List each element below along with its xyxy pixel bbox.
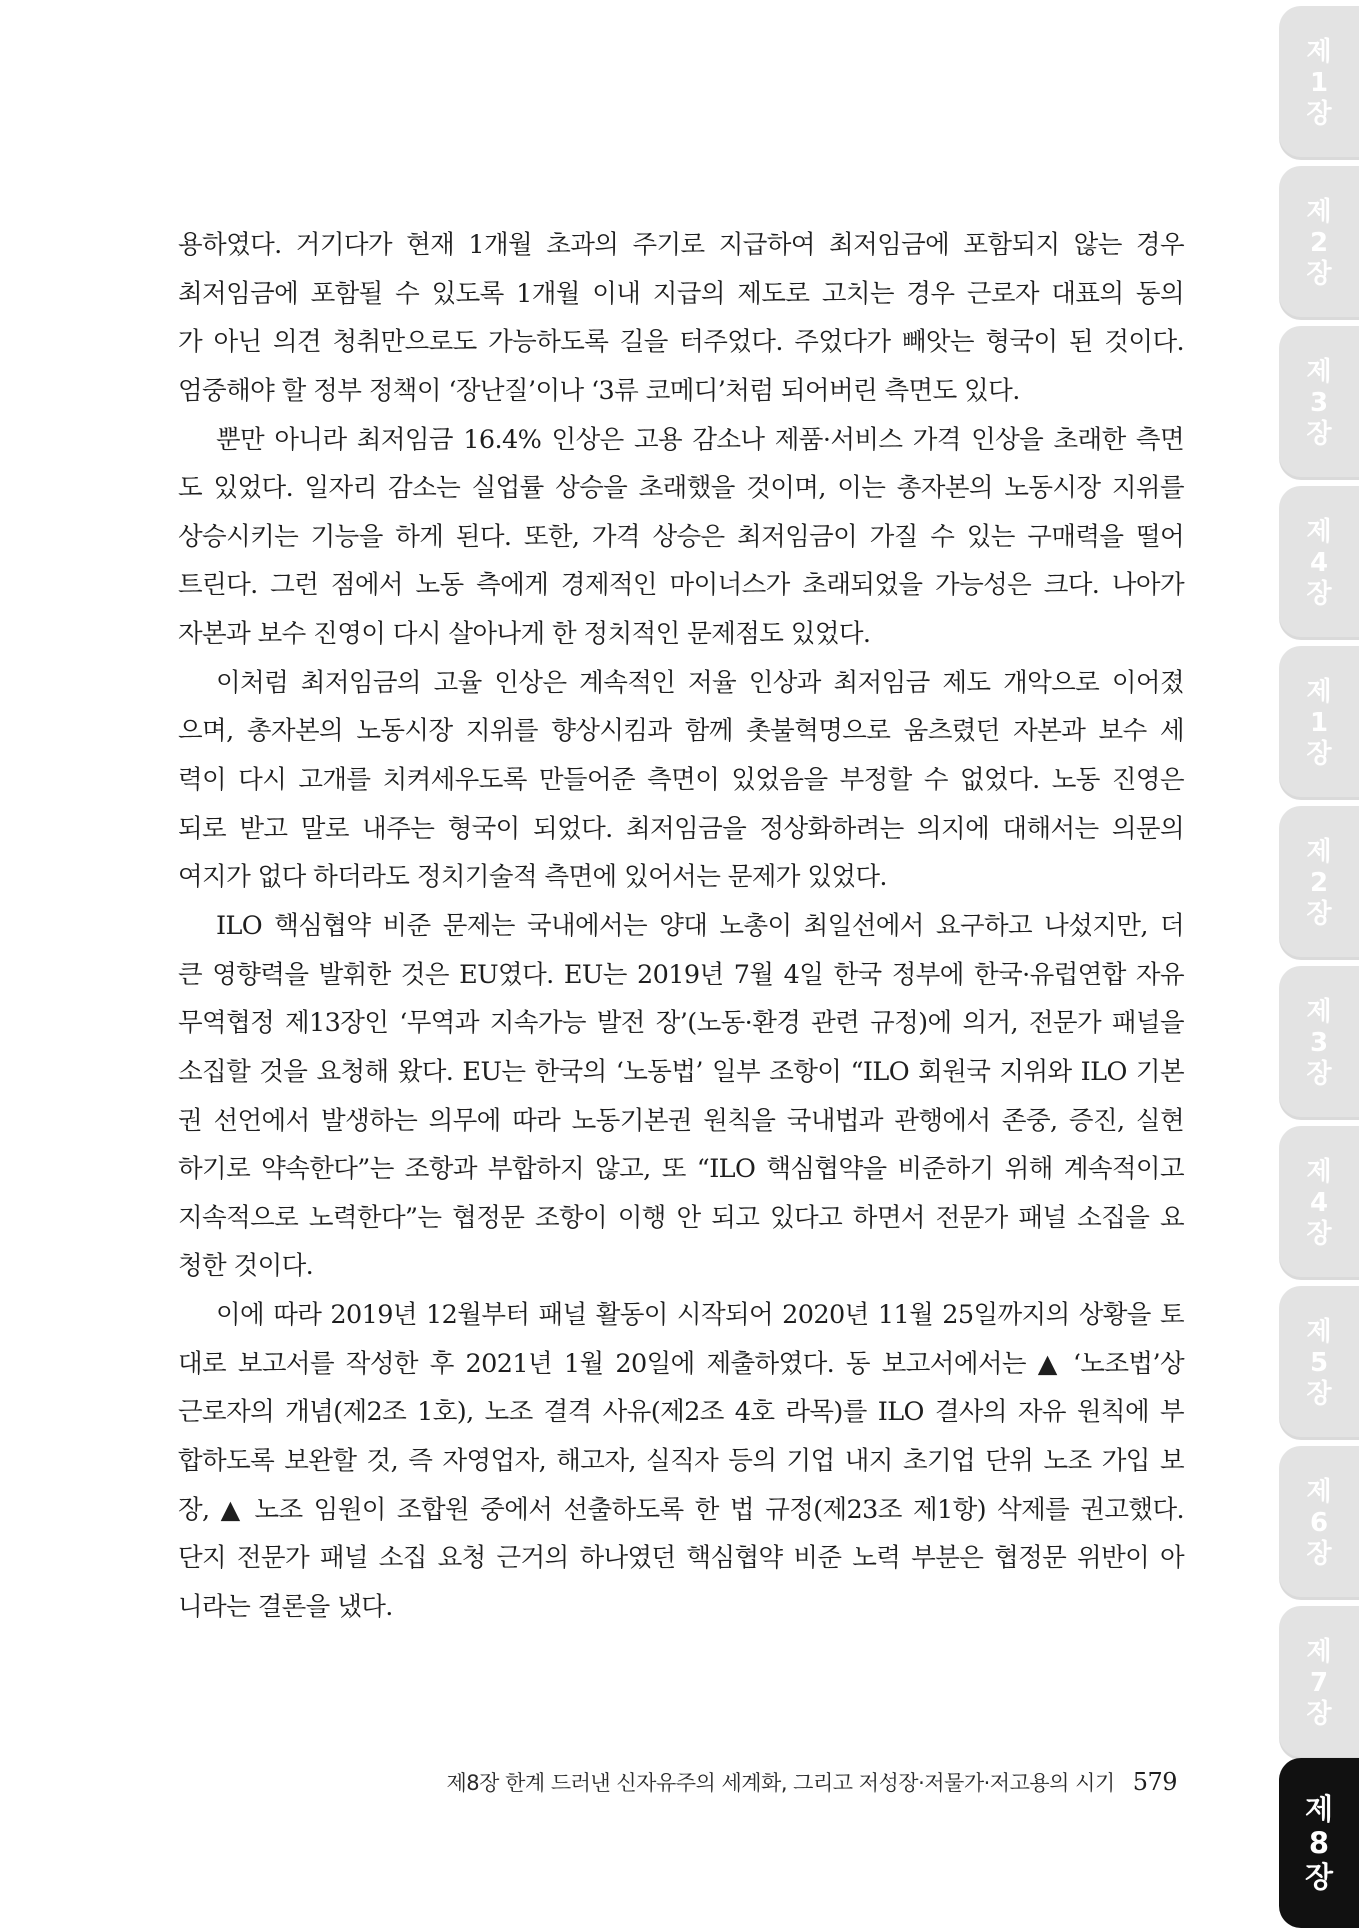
chapter-tab-prefix: 제 xyxy=(1306,516,1332,547)
chapter-title: 제8장 한계 드러낸 신자유주의 세계화, 그리고 저성장·저물가·저고용의 시기 xyxy=(446,1771,1115,1795)
paragraph xyxy=(178,1291,1184,1631)
text-line: 용하였다. 거기다가 현재 1개월 초과의 주기로 지급하여 최저임금에 포함되지 않는 경우 xyxy=(178,230,1184,260)
text-line: 근로자의 개념(제2조 1호), 노조 결격 사유(제2조 4호 라목)를 ILO 결사의 자유 원칙에 부 xyxy=(178,1397,1184,1428)
chapter-tab-num: 4 xyxy=(1309,1187,1329,1218)
chapter-tab-prefix: 제 xyxy=(1306,36,1332,67)
chapter-tab-prefix: 제 xyxy=(1306,676,1332,707)
text-line: 하기로 약속한다”는 조항과 부합하지 않고, 또 “ILO 핵심협약을 비준하기 위해 계속적이고 xyxy=(178,1154,1184,1185)
chapter-tab-num: 6 xyxy=(1309,1507,1329,1538)
chapter-tab-4[interactable] xyxy=(1279,486,1359,640)
text-line: ILO 핵심협약 비준 문제는 국내에서는 양대 노총이 최일선에서 요구하고 나섰지만, 더 xyxy=(216,910,1184,941)
page-number: 579 xyxy=(1132,1768,1177,1796)
chapter-tab-num: 5 xyxy=(1309,1347,1329,1378)
text-line: 도 있었다. 일자리 감소는 실업률 상승을 초래했을 것이며, 이는 총자본의 노동시장 지위를 xyxy=(178,473,1184,504)
chapter-tab-num: 8 xyxy=(1308,1826,1330,1860)
running-footer xyxy=(446,1767,1177,1797)
paragraph xyxy=(178,416,1184,659)
chapter-tab-prefix: 제 xyxy=(1306,1316,1332,1347)
text-line: 대로 보고서를 작성한 후 2021년 1월 20일에 제출하였다. 동 보고서에서는 ▲ ‘노조법’상 xyxy=(178,1348,1184,1379)
paragraph xyxy=(178,659,1184,902)
chapter-tab-2[interactable] xyxy=(1279,166,1359,320)
chapter-tab-prefix: 제 xyxy=(1306,356,1332,387)
text-line: 엄중해야 할 정부 정책이 ‘장난질’이나 ‘3류 코메디’처럼 되어버린 측면도 있다. xyxy=(178,375,1020,406)
chapter-tab-prefix: 제 xyxy=(1304,1792,1333,1826)
chapter-tab-suffix: 장 xyxy=(1306,578,1332,609)
chapter-tab-num: 3 xyxy=(1309,387,1329,418)
text-line: 가 아닌 의견 청취만으로도 가능하도록 길을 터주었다. 주었다가 빼앗는 형국이 된 것이다. xyxy=(178,327,1184,358)
chapter-tab-num: 1 xyxy=(1309,67,1329,98)
chapter-tab-suffix: 장 xyxy=(1306,98,1332,129)
chapter-tab-suffix: 장 xyxy=(1306,258,1332,289)
chapter-tab-suffix: 장 xyxy=(1306,1218,1332,1249)
text-line: 여지가 없다 하더라도 정치기술적 측면에 있어서는 문제가 있었다. xyxy=(178,862,887,893)
text-line: 무역협정 제13장인 ‘무역과 지속가능 발전 장’(노동·환경 관련 규정)에 의거, 전문가 패널을 xyxy=(178,1008,1184,1039)
text-line: 니라는 결론을 냈다. xyxy=(178,1591,393,1622)
text-line: 청한 것이다. xyxy=(178,1251,314,1282)
chapter-tab-num: 1 xyxy=(1309,707,1329,738)
chapter-tab-8[interactable] xyxy=(1279,1126,1359,1280)
chapter-tab-suffix: 장 xyxy=(1306,1538,1332,1569)
chapter-tab-suffix: 장 xyxy=(1306,1698,1332,1729)
text-line: 으며, 총자본의 노동시장 지위를 향상시킴과 함께 촛불혁명으로 움츠렸던 자본과 보수 세 xyxy=(178,716,1184,747)
chapter-tab-suffix: 장 xyxy=(1306,738,1332,769)
chapter-tab-10[interactable] xyxy=(1279,1446,1359,1600)
chapter-tab-12[interactable] xyxy=(1279,1758,1359,1928)
chapter-tab-suffix: 장 xyxy=(1306,418,1332,449)
chapter-tab-prefix: 제 xyxy=(1306,196,1332,227)
body-text xyxy=(178,221,1184,1632)
text-line: 합하도록 보완할 것, 즉 자영업자, 해고자, 실직자 등의 기업 내지 초기업 단위 노조 가입 보 xyxy=(178,1446,1184,1477)
paragraph xyxy=(178,902,1184,1291)
text-line: 큰 영향력을 발휘한 것은 EU였다. EU는 2019년 7월 4일 한국 정부에 한국·유럽연합 자유 xyxy=(178,959,1184,990)
chapter-tab-prefix: 제 xyxy=(1306,836,1332,867)
chapter-tab-suffix: 장 xyxy=(1306,1378,1332,1409)
text-line: 이에 따라 2019년 12월부터 패널 활동이 시작되어 2020년 11월 25일까지의 상황을 토 xyxy=(216,1300,1184,1331)
text-line: 뿐만 아니라 최저임금 16.4% 인상은 고용 감소나 제품·서비스 가격 인상을 초래한 측면 xyxy=(216,424,1184,455)
chapter-tab-prefix: 제 xyxy=(1306,1476,1332,1507)
chapter-tab-5[interactable] xyxy=(1279,646,1359,800)
chapter-tab-num: 2 xyxy=(1309,867,1329,898)
text-line: 이처럼 최저임금의 고율 인상은 계속적인 저율 인상과 최저임금 제도 개악으로 이어졌 xyxy=(216,667,1184,698)
chapter-tab-prefix: 제 xyxy=(1306,1156,1332,1187)
text-line: 단지 전문가 패널 소집 요청 근거의 하나였던 핵심협약 비준 노력 부분은 협정문 위반이 아 xyxy=(178,1543,1184,1574)
chapter-tab-suffix: 장 xyxy=(1306,898,1332,929)
chapter-tab-suffix: 장 xyxy=(1304,1860,1333,1894)
chapter-tab-3[interactable] xyxy=(1279,326,1359,480)
text-line: 자본과 보수 진영이 다시 살아나게 한 정치적인 문제점도 있었다. xyxy=(178,619,871,650)
text-line: 지속적으로 노력한다”는 협정문 조항이 이행 안 되고 있다고 하면서 전문가 패널 소집을 요 xyxy=(178,1202,1184,1233)
text-line: 권 선언에서 발생하는 의무에 따라 노동기본권 원칙을 국내법과 관행에서 존중, 증진, 실현 xyxy=(178,1105,1184,1136)
text-line: 상승시키는 기능을 하게 된다. 또한, 가격 상승은 최저임금이 가질 수 있는 구매력을 떨어 xyxy=(178,521,1184,552)
chapter-tab-11[interactable] xyxy=(1279,1606,1359,1760)
text-line: 트린다. 그런 점에서 노동 측에게 경제적인 마이너스가 초래되었을 가능성은 크다. 나아가 xyxy=(178,570,1184,601)
chapter-tab-7[interactable] xyxy=(1279,966,1359,1120)
paragraph xyxy=(178,221,1184,416)
chapter-tab-prefix: 제 xyxy=(1306,996,1332,1027)
text-line: 되로 받고 말로 내주는 형국이 되었다. 최저임금을 정상화하려는 의지에 대해서는 의문의 xyxy=(178,813,1184,844)
chapter-tab-num: 4 xyxy=(1309,547,1329,578)
text-line: 최저임금에 포함될 수 있도록 1개월 이내 지급의 제도로 고치는 경우 근로자 대표의 동의 xyxy=(178,278,1184,309)
chapter-tab-6[interactable] xyxy=(1279,806,1359,960)
chapter-tab-num: 2 xyxy=(1309,227,1329,258)
chapter-tab-1[interactable] xyxy=(1279,6,1359,160)
text-line: 소집할 것을 요청해 왔다. EU는 한국의 ‘노동법’ 일부 조항이 “ILO 회원국 지위와 ILO 기본 xyxy=(178,1056,1184,1087)
chapter-tab-suffix: 장 xyxy=(1306,1058,1332,1089)
chapter-tab-9[interactable] xyxy=(1279,1286,1359,1440)
chapter-tab-prefix: 제 xyxy=(1306,1636,1332,1667)
chapter-tab-num: 7 xyxy=(1309,1667,1329,1698)
text-line: 력이 다시 고개를 치켜세우도록 만들어준 측면이 있었음을 부정할 수 없었다. 노동 진영은 xyxy=(178,765,1184,796)
text-line: 장, ▲ 노조 임원이 조합원 중에서 선출하도록 한 법 규정(제23조 제1항) 삭제를 권고했다. xyxy=(178,1494,1184,1525)
chapter-tab-num: 3 xyxy=(1309,1027,1329,1058)
